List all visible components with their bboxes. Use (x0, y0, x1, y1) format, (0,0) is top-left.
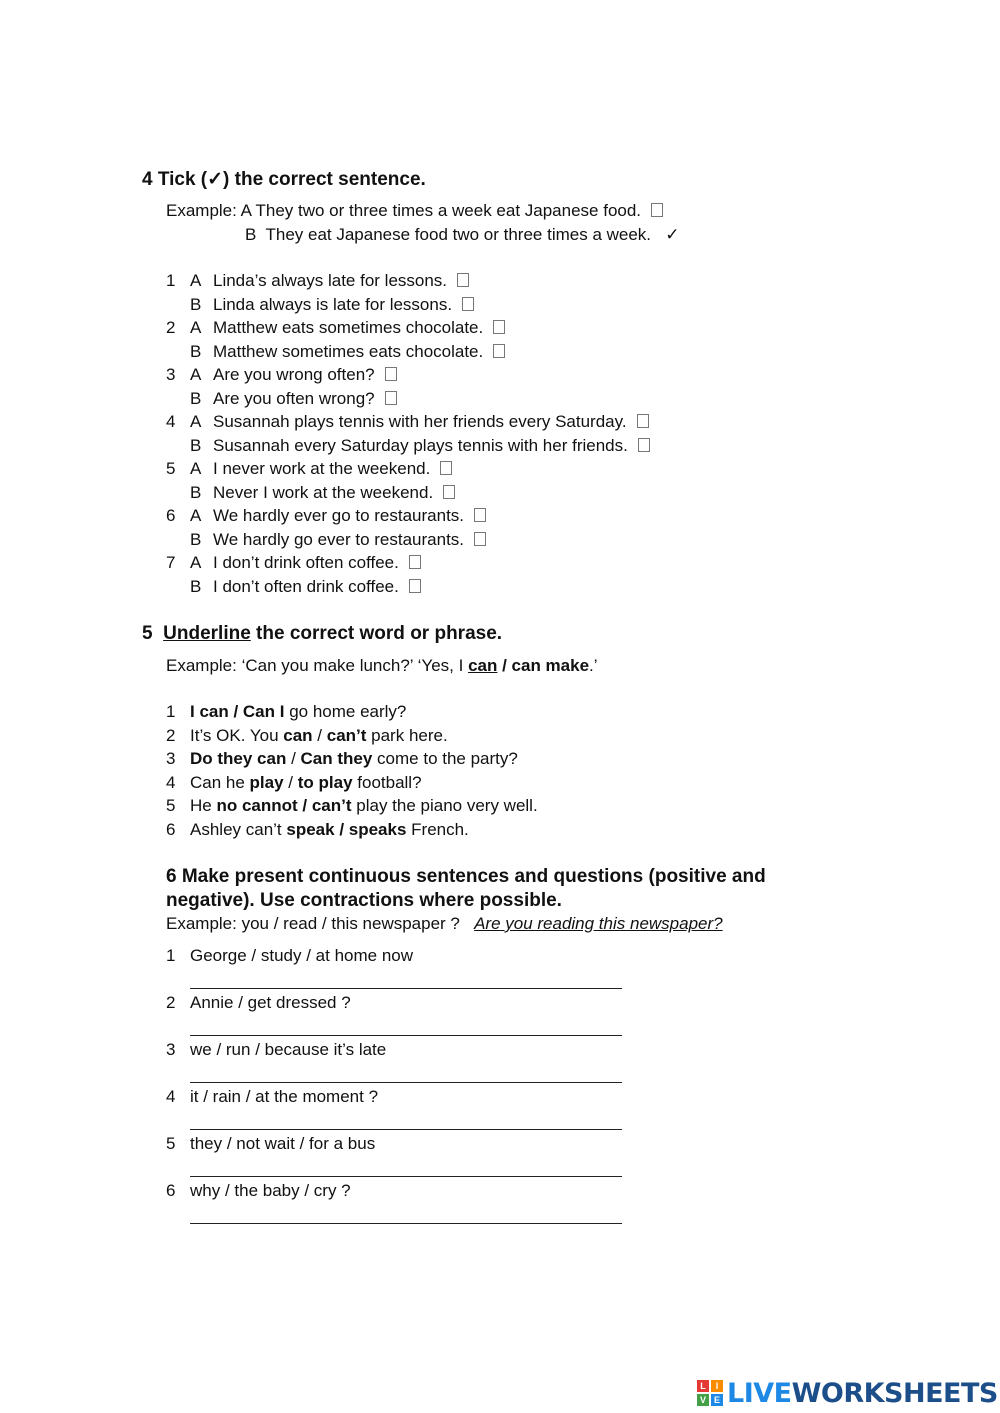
sentence-text: We hardly ever go to restaurants. (213, 506, 465, 525)
choice-option[interactable]: no cannot / can’t (216, 796, 352, 815)
sentence-prompt-2 (166, 993, 351, 1013)
option-letter: A (190, 506, 202, 525)
underline-item-5 (166, 796, 538, 816)
tick-item-6-a (166, 506, 486, 526)
checkbox[interactable] (462, 297, 474, 311)
section-6-title-line2: negative). Use contractions where possible. (166, 890, 562, 911)
sentence-part: French. (406, 819, 469, 839)
sentence-text: Linda always is late for lessons. (213, 294, 453, 314)
tick-item-7-a (166, 553, 421, 573)
option-letter: A (190, 365, 202, 384)
checkbox[interactable] (385, 391, 397, 405)
option-letter: B (190, 294, 202, 314)
tick-item-3-a (166, 365, 397, 385)
sentence-text: Never I work at the weekend. (213, 482, 434, 502)
checkbox[interactable] (637, 414, 649, 428)
prompt-text: they / not wait / for a bus (190, 1134, 376, 1153)
item-number: 6 (166, 506, 176, 525)
example-4-a: Example: A They two or three times a week eat Japanese food. (166, 201, 663, 221)
choice-option[interactable]: to play (297, 772, 353, 792)
underline-item-4 (166, 773, 422, 793)
tick-item-3-b (166, 389, 397, 409)
choice-option[interactable]: Do they can (190, 749, 287, 768)
section-4-title: 4 Tick (✓) the correct sentence. (142, 169, 426, 190)
checkbox[interactable] (385, 367, 397, 381)
tick-item-2-b (166, 342, 505, 362)
sentence-text: We hardly go ever to restaurants. (213, 529, 465, 549)
option-letter: B (190, 388, 202, 408)
example-4-b: B They eat Japanese food two or three times a week. ✓ (245, 225, 680, 244)
sentence-part: come to the party? (372, 749, 518, 768)
sentence-prompt-3 (166, 1040, 386, 1060)
prompt-text: Annie / get dressed ? (190, 993, 351, 1012)
underline-item-2 (166, 726, 448, 746)
tick-item-5-a (166, 459, 452, 479)
section-6-title-line1: 6 Make present continuous sentences and questions (positive and (166, 866, 766, 887)
answer-line-4[interactable] (190, 1129, 622, 1130)
checkbox[interactable] (651, 203, 663, 217)
sentence-text: Are you wrong often? (213, 365, 375, 384)
item-number: 4 (166, 772, 176, 792)
underline-item-3 (166, 749, 518, 769)
sentence-text: I don’t drink often coffee. (213, 553, 399, 572)
sentence-part: park here. (366, 725, 448, 745)
sentence-prompt-4 (166, 1087, 378, 1107)
underline-item-1 (166, 702, 406, 722)
item-number: 6 (166, 1181, 176, 1200)
item-number: 7 (166, 553, 176, 572)
sentence-part: / (286, 749, 301, 768)
sentence-text: Susannah every Saturday plays tennis with her friends. (213, 435, 628, 455)
option-letter: A (190, 459, 202, 478)
choice-option[interactable]: can’t (326, 725, 367, 745)
tick-mark: ✓ (665, 225, 680, 244)
sentence-part: go home early? (284, 702, 407, 721)
sentence-part: play the piano very well. (351, 796, 538, 815)
checkbox[interactable] (493, 344, 505, 358)
checkbox[interactable] (443, 485, 455, 499)
checkbox[interactable] (440, 461, 452, 475)
sentence-text: Susannah plays tennis with her friends every Saturday. (213, 412, 627, 431)
item-number: 3 (166, 1040, 176, 1059)
choice-option[interactable]: I can / Can I (190, 702, 285, 721)
item-number: 4 (166, 1087, 176, 1106)
option-letter: B (190, 529, 202, 549)
prompt-text: it / rain / at the moment ? (190, 1087, 379, 1106)
sentence-part: He (190, 796, 217, 815)
answer-line-2[interactable] (190, 1035, 622, 1036)
choice-option[interactable]: Can they (300, 749, 373, 768)
tick-item-4-a (166, 412, 649, 432)
option-letter: A (190, 412, 202, 431)
item-number: 2 (166, 725, 176, 745)
checkbox[interactable] (474, 508, 486, 522)
item-number: 4 (166, 412, 176, 431)
item-number: 1 (166, 271, 176, 290)
option-letter: A (190, 553, 202, 572)
prompt-text: why / the baby / cry ? (190, 1181, 351, 1200)
item-number: 5 (166, 1134, 176, 1153)
tick-item-1-a (166, 271, 469, 291)
underline-item-6 (166, 820, 469, 840)
tick-item-1-b (166, 295, 474, 315)
item-number: 3 (166, 365, 176, 384)
section-5-title: 5 Underline the correct word or phrase. (142, 623, 503, 644)
liveworksheets-logo: L I V E LIVEWORKSHEETS (697, 1377, 998, 1409)
checkbox[interactable] (409, 555, 421, 569)
logo-mark: L I V E (697, 1380, 723, 1406)
sentence-part: Ashley can’t (190, 819, 287, 839)
option-letter: B (190, 576, 202, 596)
item-number: 5 (166, 459, 176, 478)
checkbox[interactable] (409, 579, 421, 593)
item-number: 2 (166, 993, 176, 1012)
sentence-part: It’s OK. You (190, 725, 284, 745)
sentence-part: football? (352, 772, 422, 792)
sentence-text: I never work at the weekend. (213, 459, 431, 478)
tick-item-2-a (166, 318, 505, 338)
option-letter: B (190, 341, 202, 361)
sentence-text: Linda’s always late for lessons. (213, 271, 448, 290)
option-letter: B (190, 435, 202, 455)
answer-line-3[interactable] (190, 1082, 622, 1083)
sentence-part: / (312, 725, 327, 745)
sentence-text: Are you often wrong? (213, 388, 375, 408)
sentence-prompt-1 (166, 946, 413, 966)
tick-item-4-b (166, 436, 650, 456)
tick-item-7-b (166, 577, 421, 597)
prompt-text: we / run / because it’s late (190, 1040, 387, 1059)
example-6: Example: you / read / this newspaper ? Are you reading this newspaper? (166, 914, 723, 933)
choice-option[interactable]: speak / speaks (286, 819, 407, 839)
item-number: 2 (166, 318, 176, 337)
checkbox[interactable] (493, 320, 505, 334)
option-letter: A (190, 318, 202, 337)
answer-line-1[interactable] (190, 988, 622, 989)
answer-line-5[interactable] (190, 1176, 622, 1177)
sentence-text: Matthew eats sometimes chocolate. (213, 318, 484, 337)
choice-option[interactable]: can (283, 725, 313, 745)
checkbox[interactable] (457, 273, 469, 287)
sentence-prompt-5 (166, 1134, 375, 1154)
example-5: Example: ‘Can you make lunch?’ ‘Yes, I can / can make.’ (166, 656, 598, 675)
prompt-text: George / study / at home now (190, 946, 414, 965)
sentence-part: Can he (190, 772, 250, 792)
item-number: 1 (166, 946, 176, 965)
tick-item-6-b (166, 530, 486, 550)
checkbox[interactable] (638, 438, 650, 452)
sentence-part: / (283, 772, 298, 792)
option-letter: A (190, 271, 202, 290)
checkbox[interactable] (474, 532, 486, 546)
option-letter: B (190, 482, 202, 502)
item-number: 1 (166, 702, 176, 721)
answer-line-6[interactable] (190, 1223, 622, 1224)
sentence-prompt-6 (166, 1181, 351, 1201)
item-number: 6 (166, 819, 176, 839)
item-number: 3 (166, 749, 176, 768)
choice-option[interactable]: play (249, 772, 284, 792)
sentence-text: Matthew sometimes eats chocolate. (213, 341, 484, 361)
tick-item-5-b (166, 483, 455, 503)
sentence-text: I don’t often drink coffee. (213, 576, 399, 596)
item-number: 5 (166, 796, 176, 815)
